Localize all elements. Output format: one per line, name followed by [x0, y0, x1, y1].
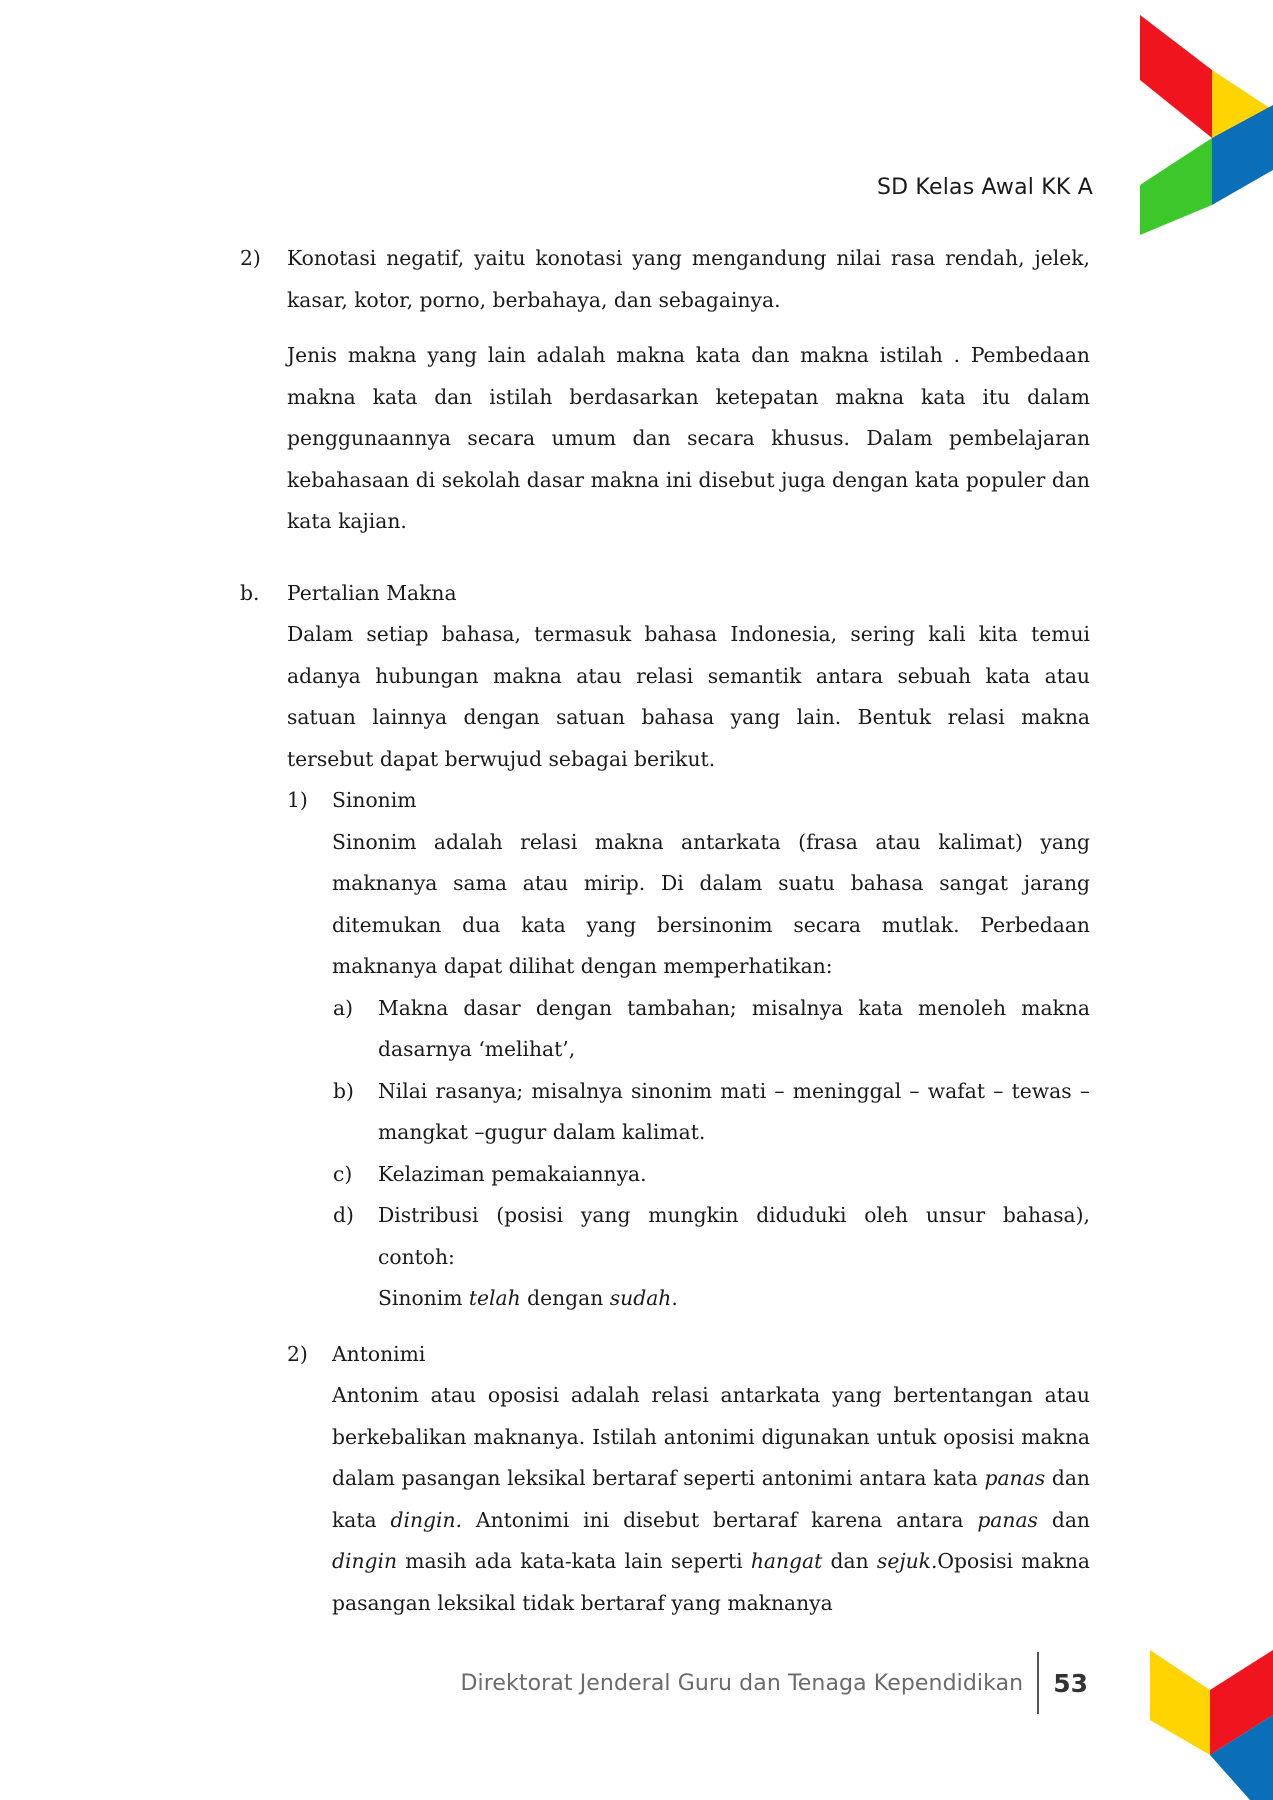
subsection-heading: Antonimi: [332, 1341, 426, 1366]
list-marker: a): [333, 995, 354, 1020]
section-pertalian-makna: [240, 573, 1090, 781]
subsection-antonimi: [287, 1334, 1091, 1625]
example-word: sudah: [609, 1286, 672, 1310]
chevron-red-segment: [1140, 15, 1212, 138]
antonimi-definition: Antonim atau oposisi adalah relasi antarkata yang bertentangan atau berkebalikan maknanya. Istilah antonimi digunakan untuk oposisi makna dalam pasangan leksikal bertaraf seperti antonimi antara kata panas dan kata dingin. Antonimi ini disebut bertaraf karena antara panas dan dingin masih ada kata-kata lain seperti hangat dan sejuk.Oposisi makna pasangan leksikal tidak bertaraf yang maknanya: [332, 1383, 1091, 1615]
list-number: 2): [287, 1341, 308, 1366]
section-heading: Pertalian Makna: [287, 580, 457, 605]
list-item-text: Konotasi negatif, yaitu konotasi yang mengandung nilai rasa rendah, jelek, kasar, kotor, porno, berbahaya, dan sebagainya.: [287, 246, 1090, 312]
italic-term: hangat: [750, 1549, 823, 1573]
list-number: 2): [240, 246, 261, 270]
italic-term: sejuk.: [876, 1549, 938, 1573]
example-word: telah: [468, 1286, 521, 1310]
subsection-sinonim: [287, 780, 1090, 988]
page-number: 53: [1053, 1668, 1088, 1698]
list-number: 1): [287, 788, 308, 812]
sinonim-point-d: [333, 1195, 1090, 1320]
paragraph-jenis-makna: Jenis makna yang lain adalah makna kata dan makna istilah . Pembedaan makna kata dan istilah berdasarkan ketepatan makna kata itu dalam penggunaannya secara umum dan secara khusus. Dalam pembelajaran kebahasaan di sekolah dasar makna ini disebut juga dengan kata populer dan kata kajian.: [287, 343, 1090, 533]
page-header-title: SD Kelas Awal KK A: [876, 175, 1093, 200]
section-marker: b.: [240, 580, 260, 605]
subsection-heading: Sinonim: [332, 788, 417, 812]
section-intro: Dalam setiap bahasa, termasuk bahasa Indonesia, sering kali kita temui adanya hubungan makna atau relasi semantik antara sebuah kata atau satuan lainnya dengan satuan bahasa yang lain. Bentuk relasi makna tersebut dapat berwujud sebagai berikut.: [287, 622, 1090, 771]
list-marker: b): [333, 1078, 354, 1103]
list-item-text: Kelaziman pemakaiannya.: [378, 1161, 647, 1186]
italic-term: panas: [977, 1507, 1038, 1532]
list-item-text: Nilai rasanya; misalnya sinonim mati – meninggal – wafat – tewas – mangkat –gugur dalam kalimat.: [378, 1078, 1090, 1144]
sinonim-point-a: [333, 988, 1090, 1071]
page-footer: [460, 1650, 1088, 1716]
connotation-item-negative: [240, 238, 1090, 321]
italic-term: dingin: [332, 1549, 398, 1573]
italic-term: panas: [984, 1466, 1046, 1490]
chevron-yellow-segment: [1150, 1650, 1210, 1755]
sinonim-point-b: [333, 1071, 1090, 1154]
sinonim-definition: Sinonim adalah relasi makna antarkata (frasa atau kalimat) yang maknanya sama atau mirip. Di dalam suatu bahasa sangat jarang ditemukan dua kata yang bersinonim secara mutlak. Perbedaan maknanya dapat dilihat dengan memperhatikan:: [332, 829, 1090, 978]
sinonim-point-c: [333, 1154, 1090, 1196]
corner-chevron-logo-bottom: [1150, 1640, 1273, 1800]
list-item-text: Makna dasar dengan tambahan; misalnya kata menoleh makna dasarnya ‘melihat’,: [378, 995, 1090, 1061]
list-marker: d): [333, 1203, 354, 1227]
main-content: [240, 238, 1090, 1624]
list-marker: c): [333, 1161, 353, 1186]
sinonim-example: Sinonim telah dengan sudah.: [378, 1286, 678, 1310]
corner-chevron-logo-top: [1140, 10, 1273, 235]
footer-publisher: Direktorat Jenderal Guru dan Tenaga Kependidikan: [460, 1670, 1024, 1696]
list-item-text: Distribusi (posisi yang mungkin diduduki oleh unsur bahasa), contoh:: [378, 1203, 1090, 1269]
chevron-green-segment: [1140, 138, 1212, 235]
italic-term: dingin.: [390, 1507, 463, 1532]
